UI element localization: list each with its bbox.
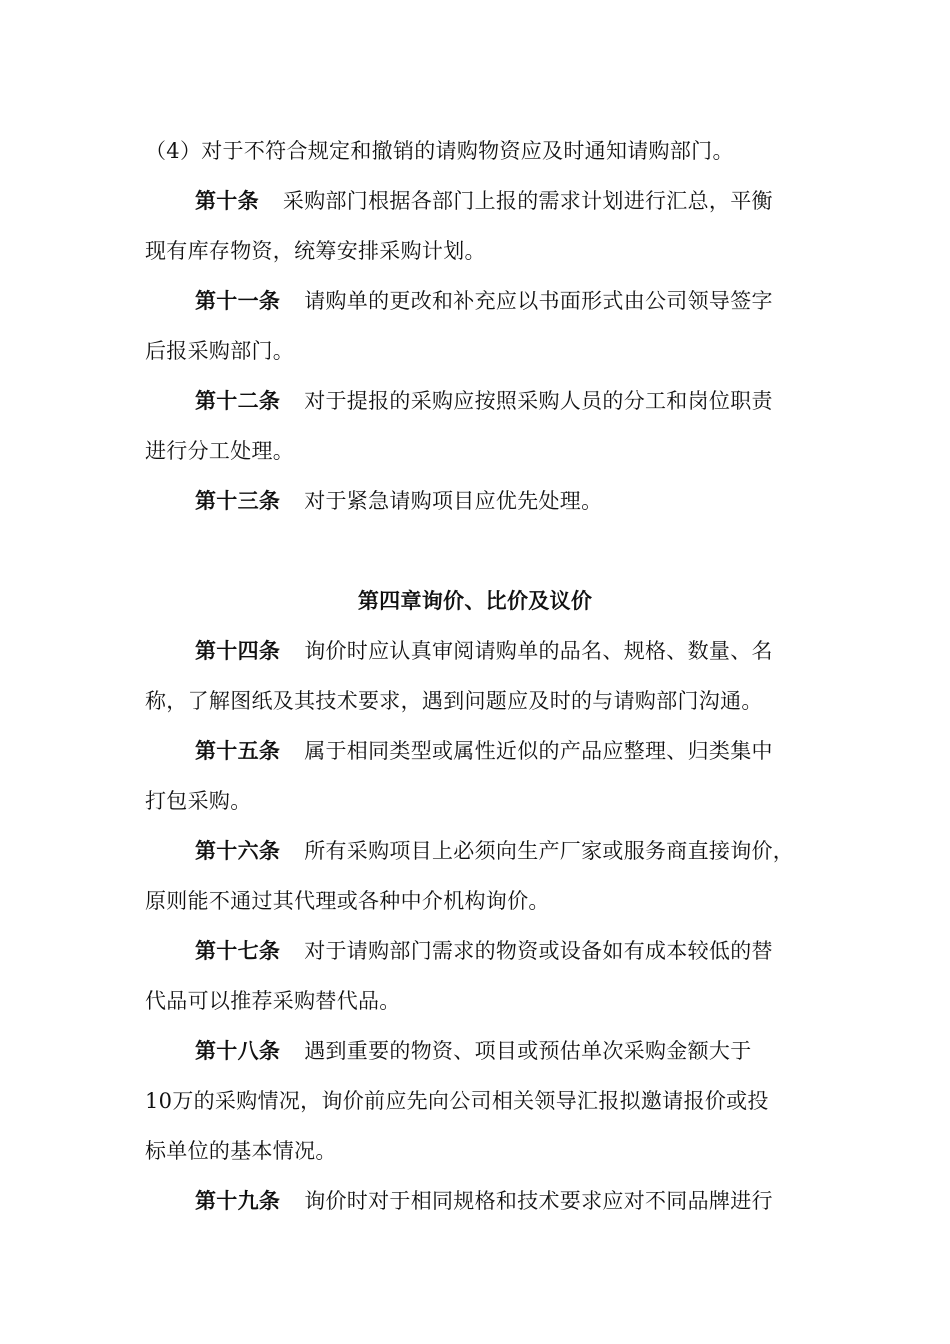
- article-text: 询价时对于相同规格和技术要求应对不同品牌进行: [304, 1189, 773, 1213]
- article-12-cont: 进行分工处理。: [145, 439, 295, 463]
- article-text: 所有采购项目上必须向生产厂家或服务商直接询价，: [304, 839, 795, 863]
- article-label: 第十条: [195, 188, 259, 213]
- item-4-text: （4）对于不符合规定和撤销的请购物资应及时通知请购部门。: [145, 139, 734, 163]
- article-11-cont: 后报采购部门。: [145, 339, 295, 363]
- article-12: [195, 387, 773, 415]
- article-14: [195, 637, 773, 665]
- article-15-cont: 打包采购。: [145, 789, 252, 813]
- article-18-cont-2: 标单位的基本情况。: [145, 1139, 337, 1163]
- article-text: 对于请购部门需求的物资或设备如有成本较低的替: [304, 939, 773, 963]
- article-11: [195, 287, 773, 315]
- article-14-cont: 称，了解图纸及其技术要求，遇到问题应及时的与请购部门沟通。: [145, 689, 763, 713]
- article-10-cont: 现有库存物资，统筹安排采购计划。: [145, 239, 486, 263]
- article-16-cont: 原则能不通过其代理或各种中介机构询价。: [145, 889, 550, 913]
- article-15: [195, 737, 773, 765]
- article-10: [195, 187, 773, 215]
- article-label: 第十四条: [195, 638, 281, 663]
- article-label: 第十九条: [195, 1188, 281, 1213]
- article-17: [195, 937, 773, 965]
- article-19: [195, 1187, 773, 1215]
- article-label: 第十一条: [195, 288, 281, 313]
- article-text: 对于提报的采购应按照采购人员的分工和岗位职责: [304, 389, 773, 413]
- article-text: 询价时应认真审阅请购单的品名、规格、数量、名: [304, 639, 773, 663]
- article-label: 第十三条: [195, 488, 281, 513]
- article-text: 采购部门根据各部门上报的需求计划进行汇总，平衡: [282, 189, 773, 213]
- article-text: 对于紧急请购项目应优先处理。: [304, 489, 603, 513]
- article-text: 遇到重要的物资、项目或预估单次采购金额大于: [304, 1039, 752, 1063]
- article-13: [195, 487, 602, 515]
- article-18-cont-1: 10万的采购情况，询价前应先向公司相关领导汇报拟邀请报价或投: [145, 1089, 769, 1113]
- article-label: 第十八条: [195, 1038, 281, 1063]
- article-17-cont: 代品可以推荐采购替代品。: [145, 989, 401, 1013]
- article-text: 请购单的更改和补充应以书面形式由公司领导签字: [304, 289, 773, 313]
- article-16: [195, 837, 794, 865]
- article-label: 第十五条: [195, 738, 281, 763]
- article-18: [195, 1037, 752, 1065]
- article-text: 属于相同类型或属性近似的产品应整理、归类集中: [304, 739, 773, 763]
- article-label: 第十二条: [195, 388, 281, 413]
- article-label: 第十七条: [195, 938, 281, 963]
- chapter-title: 第四章询价、比价及议价: [357, 588, 593, 613]
- article-label: 第十六条: [195, 838, 281, 863]
